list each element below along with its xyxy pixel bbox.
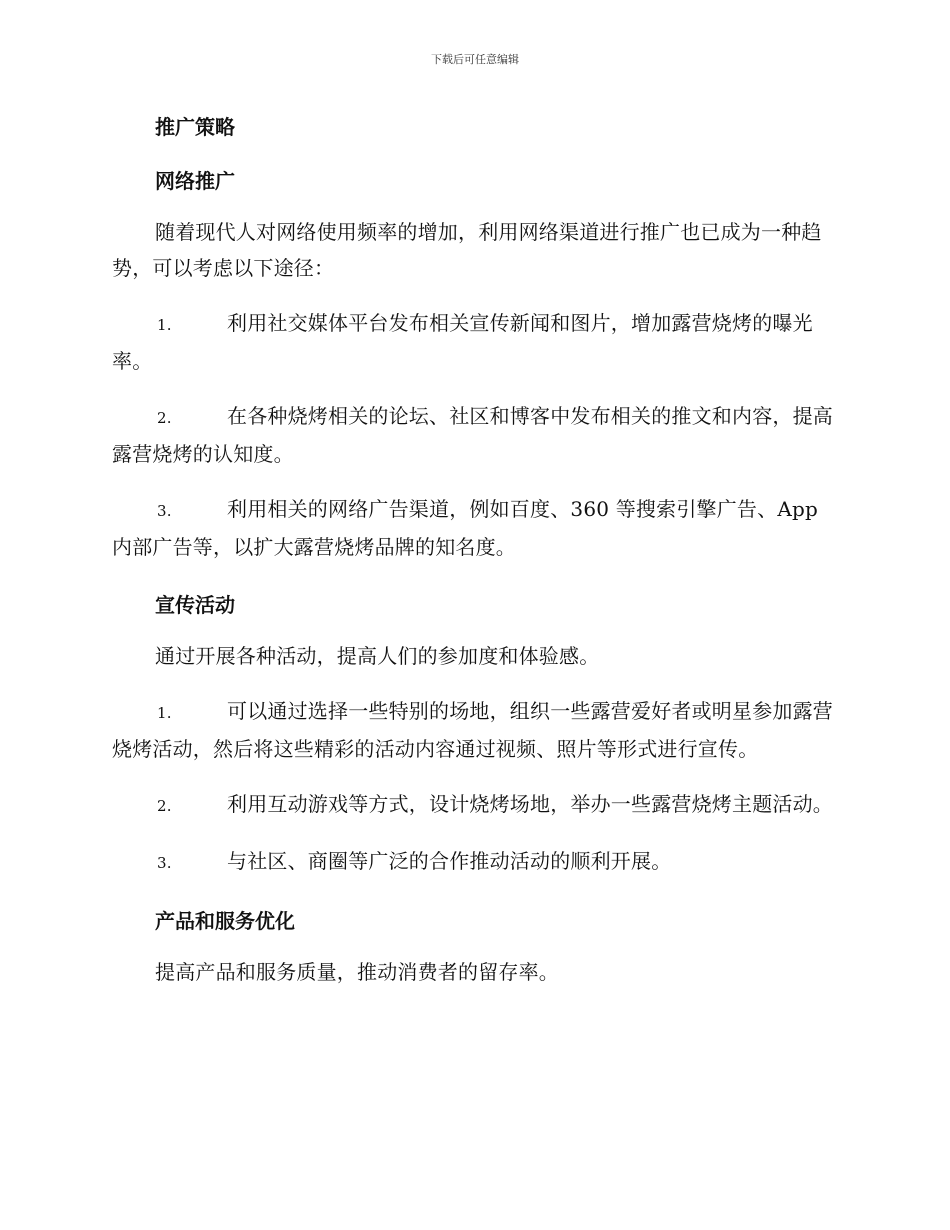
- list-text: 在各种烧烤相关的论坛、社区和博客中发布相关的推文和内容，提高露营烧烤的认知度。: [112, 404, 833, 466]
- online-intro-paragraph: 随着现代人对网络使用频率的增加，利用网络渠道进行推广也已成为一种趋势，可以考虑以下途径：: [112, 220, 822, 280]
- optimization-intro-paragraph: 提高产品和服务质量，推动消费者的留存率。: [155, 960, 559, 984]
- list-number: 1.: [157, 316, 172, 334]
- list-item: [112, 786, 838, 824]
- list-number: 2.: [157, 409, 172, 427]
- list-item: [112, 398, 838, 472]
- list-number: 2.: [157, 797, 172, 815]
- list-item: [112, 843, 838, 881]
- list-item: [112, 305, 838, 379]
- heading-online-promotion: 网络推广: [155, 169, 235, 193]
- list-text: 可以通过选择一些特别的场地，组织一些露营爱好者或明星参加露营烧烤活动，然后将这些精彩的活动内容通过视频、照片等形式进行宣传。: [112, 699, 833, 761]
- list-text: 利用互动游戏等方式，设计烧烤场地，举办一些露营烧烤主题活动。: [227, 792, 833, 816]
- list-item: [112, 491, 838, 565]
- list-number: 3.: [157, 502, 172, 520]
- document-body: [112, 106, 838, 1009]
- page-header-note: 下载后可任意编辑: [431, 53, 519, 66]
- list-text: 利用相关的网络广告渠道，例如百度、360 等搜索引擎广告、App 内部广告等，以扩大露营烧烤品牌的知名度。: [112, 497, 818, 559]
- list-number: 3.: [157, 854, 172, 872]
- section-title: 推广策略: [155, 115, 235, 139]
- list-item: [112, 693, 838, 767]
- events-intro-paragraph: 通过开展各种活动，提高人们的参加度和体验感。: [155, 644, 600, 668]
- list-text: 利用社交媒体平台发布相关宣传新闻和图片，增加露营烧烤的曝光率。: [112, 311, 813, 373]
- heading-product-service-optimization: 产品和服务优化: [155, 909, 295, 933]
- heading-promotional-events: 宣传活动: [155, 593, 235, 617]
- list-text: 与社区、商圈等广泛的合作推动活动的顺利开展。: [227, 849, 672, 873]
- list-number: 1.: [157, 704, 172, 722]
